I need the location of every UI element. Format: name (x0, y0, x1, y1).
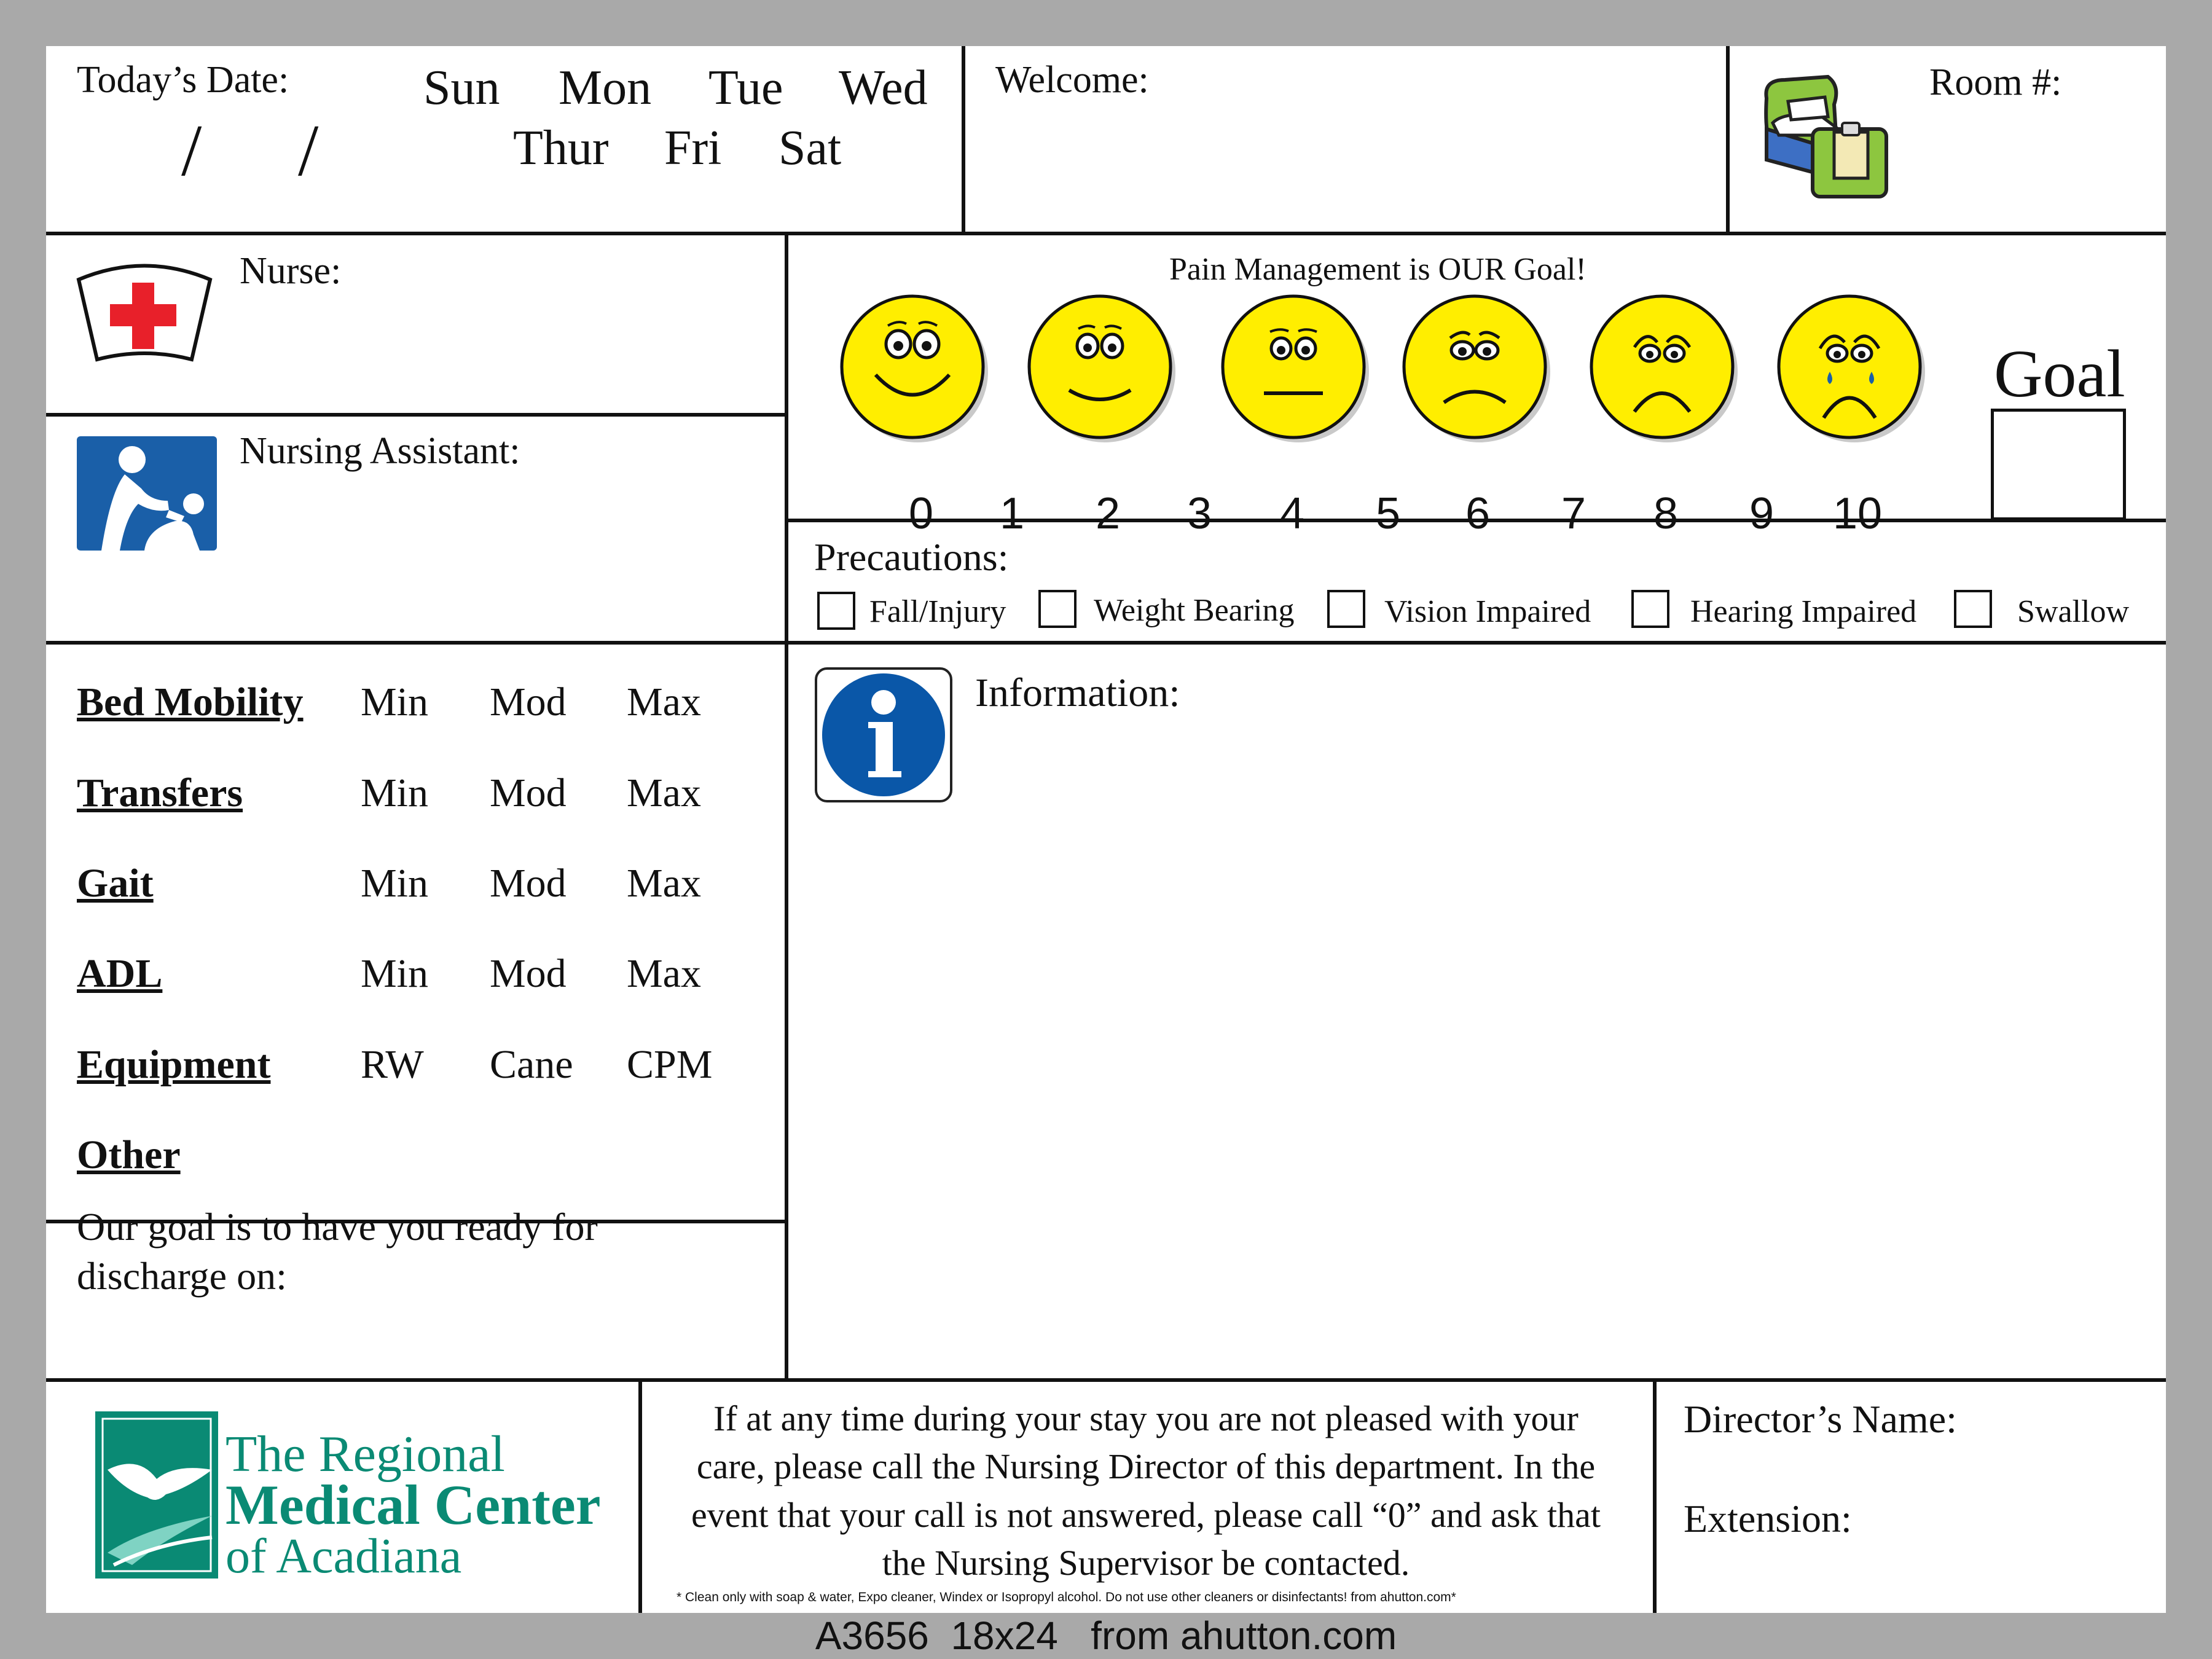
divider (785, 232, 788, 1380)
hospital-name-line3: of Acadiana (226, 1529, 462, 1583)
option-max[interactable]: Max (627, 951, 701, 996)
pain-scale-8: 8 (1653, 489, 1679, 538)
notice-line4: the Nursing Supervisor be contacted. (882, 1542, 1410, 1583)
option-cane[interactable]: Cane (490, 1042, 573, 1087)
nursing-assistant-label: Nursing Assistant: (240, 430, 520, 472)
dove-logo-icon (95, 1411, 218, 1579)
pain-scale-2: 2 (1096, 489, 1121, 538)
pain-scale-9: 9 (1749, 489, 1775, 538)
pain-face-6 (1401, 292, 1555, 445)
day-sun[interactable]: Sun (423, 61, 500, 115)
option-mod[interactable]: Mod (490, 680, 567, 724)
hospital-name-line1: The Regional (226, 1426, 505, 1483)
row-label-other: Other (77, 1132, 181, 1177)
pain-scale-0: 0 (909, 489, 934, 538)
pain-scale-6: 6 (1465, 489, 1491, 538)
divider (1726, 46, 1730, 233)
option-min[interactable]: Min (361, 771, 429, 815)
pain-scale-4: 4 (1280, 489, 1305, 538)
row-label-adl: ADL (77, 951, 163, 996)
notice-line3: event that your call is not answered, please call “0” and ask that (691, 1494, 1601, 1535)
divider (1653, 1378, 1657, 1613)
precautions-label: Precautions: (814, 535, 1009, 579)
pain-face-2 (1026, 292, 1180, 445)
notice-line2: care, please call the Nursing Director of this department. In the (696, 1446, 1596, 1487)
divider (46, 413, 788, 417)
divider (962, 46, 965, 233)
day-mon[interactable]: Mon (559, 61, 652, 115)
divider (46, 1378, 2166, 1382)
day-wed[interactable]: Wed (839, 61, 928, 115)
option-rw[interactable]: RW (361, 1042, 424, 1087)
precaution-weight-bearing: Weight Bearing (1094, 593, 1295, 628)
pain-title: Pain Management is OUR Goal! (1169, 252, 1586, 287)
information-label: Information: (975, 670, 1180, 715)
option-max[interactable]: Max (627, 680, 701, 724)
day-sat[interactable]: Sat (779, 121, 842, 175)
nurse-cap-icon (74, 255, 215, 363)
nursing-assistant-icon (77, 436, 217, 551)
info-icon (814, 667, 953, 803)
date-label: Today’s Date: (77, 59, 289, 101)
row-label-gait: Gait (77, 861, 154, 906)
day-fri[interactable]: Fri (664, 121, 722, 175)
room-label: Room #: (1929, 61, 2062, 103)
pain-face-4 (1220, 292, 1373, 445)
date-slash: / (298, 109, 319, 191)
option-min[interactable]: Min (361, 951, 429, 996)
pain-scale-3: 3 (1187, 489, 1212, 538)
discharge-line2: discharge on: (77, 1254, 287, 1298)
precaution-fall-injury: Fall/Injury (869, 594, 1006, 629)
pain-face-10 (1776, 292, 1929, 445)
option-mod[interactable]: Mod (490, 771, 567, 815)
goal-label: Goal (1994, 336, 2125, 411)
option-max[interactable]: Max (627, 771, 701, 815)
day-tue[interactable]: Tue (708, 61, 783, 115)
discharge-line1: Our goal is to have you ready for (77, 1205, 598, 1249)
fall-injury-checkbox[interactable] (817, 592, 855, 630)
pain-face-0 (839, 292, 992, 445)
nurse-label: Nurse: (240, 250, 342, 292)
precaution-vision-impaired: Vision Impaired (1384, 594, 1591, 629)
divider (46, 232, 2166, 235)
date-slash: / (181, 109, 202, 191)
pain-face-8 (1588, 292, 1742, 445)
notice-line1: If at any time during your stay you are not pleased with your (713, 1398, 1579, 1438)
day-thur[interactable]: Thur (513, 121, 609, 175)
bed-clipboard-icon (1754, 61, 1908, 203)
option-cpm[interactable]: CPM (627, 1042, 713, 1087)
weight-bearing-checkbox[interactable] (1038, 590, 1077, 628)
swallow-checkbox[interactable] (1954, 590, 1992, 628)
row-label-transfers: Transfers (77, 771, 243, 815)
pain-scale-10: 10 (1833, 489, 1883, 538)
whiteboard (46, 46, 2166, 1613)
hearing-impaired-checkbox[interactable] (1631, 590, 1669, 628)
footer-text: A3656 18x24 from ahutton.com (815, 1614, 1397, 1658)
fine-print: * Clean only with soap & water, Expo cleaner, Windex or Isopropyl alcohol. Do not use other cleaners or disinfectants! from ahutton.com* (677, 1590, 1456, 1604)
director-name-label: Director’s Name: (1684, 1397, 1957, 1441)
precaution-swallow: Swallow (2017, 594, 2129, 629)
option-mod[interactable]: Mod (490, 861, 567, 906)
pain-scale-5: 5 (1376, 489, 1401, 538)
row-label-equipment: Equipment (77, 1042, 271, 1087)
notice-paragraph (654, 1395, 1637, 1587)
pain-scale-1: 1 (1000, 489, 1025, 538)
goal-box[interactable] (1991, 409, 2126, 520)
extension-label: Extension: (1684, 1497, 1852, 1540)
divider (638, 1378, 642, 1613)
option-max[interactable]: Max (627, 861, 701, 906)
hospital-name-line2: Medical Center (226, 1473, 601, 1536)
divider (46, 641, 2166, 645)
pain-scale-7: 7 (1561, 489, 1586, 538)
product-footer (0, 1613, 2212, 1659)
row-label-bed-mobility: Bed Mobility (77, 680, 304, 724)
precaution-hearing-impaired: Hearing Impaired (1690, 594, 1917, 629)
option-min[interactable]: Min (361, 861, 429, 906)
vision-impaired-checkbox[interactable] (1327, 590, 1365, 628)
welcome-label: Welcome: (995, 59, 1149, 101)
option-min[interactable]: Min (361, 680, 429, 724)
option-mod[interactable]: Mod (490, 951, 567, 996)
